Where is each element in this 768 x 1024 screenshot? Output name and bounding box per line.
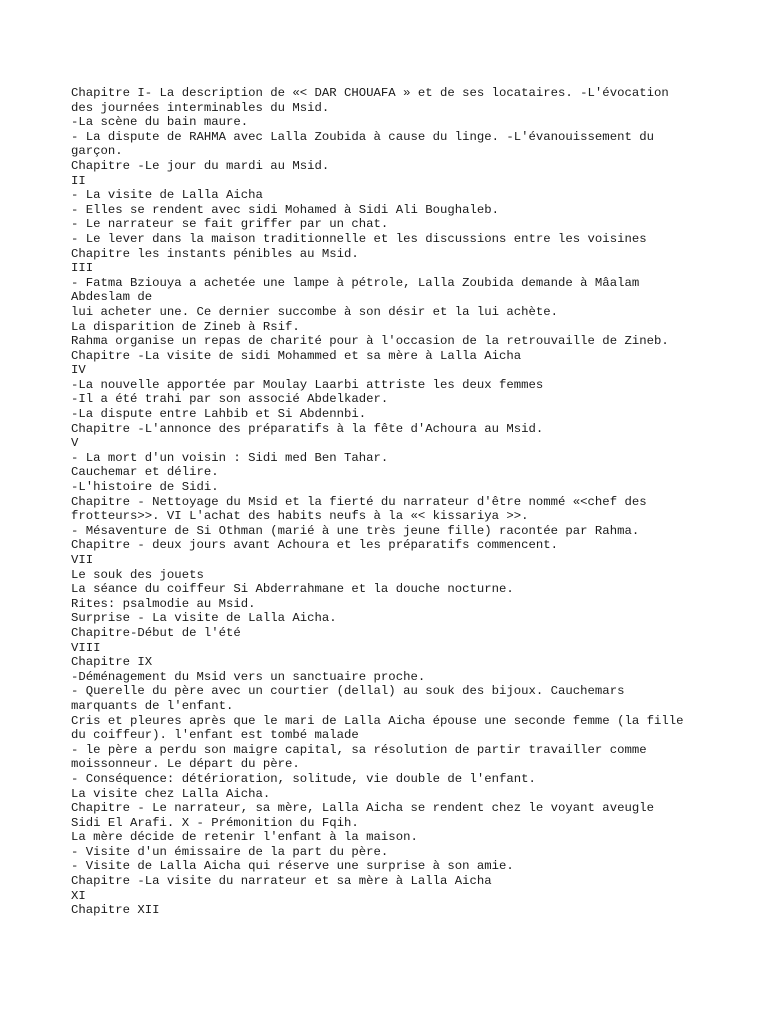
text-line: garçon. [71, 144, 123, 159]
text-line: II [71, 173, 86, 188]
text-line: Chapitre -La visite de sidi Mohammed et sa mère à Lalla Aicha [71, 348, 522, 363]
text-line: XI [71, 888, 86, 903]
text-line: lui acheter une. Ce dernier succombe à son désir et la lui achète. [71, 304, 559, 319]
text-line: Chapitre les instants pénibles au Msid. [71, 246, 359, 261]
text-line: - Elles se rendent avec sidi Mohamed à Sidi Ali Boughaleb. [71, 202, 500, 217]
text-line: La disparition de Zineb à Rsif. [71, 319, 300, 334]
text-line: Surprise - La visite de Lalla Aicha. [71, 611, 337, 626]
text-line: - le père a perdu son maigre capital, sa résolution de partir travailler comme [71, 742, 647, 757]
text-line: Chapitre - Le narrateur, sa mère, Lalla Aicha se rendent chez le voyant aveugle [71, 801, 654, 816]
text-line: frotteurs>>. VI L'achat des habits neufs à la «< kissariya >>. [71, 509, 529, 524]
text-line: - La mort d'un voisin : Sidi med Ben Tahar. [71, 450, 389, 465]
text-line: Chapitre I- La description de «< DAR CHOUAFA » et de ses locataires. -L'évocation [71, 86, 669, 100]
text-line: - Le narrateur se fait griffer par un chat. [71, 217, 389, 232]
text-line: Rahma organise un repas de charité pour à l'occasion de la retrouvaille de Zineb. [71, 334, 669, 349]
text-line: VIII [71, 640, 101, 655]
text-line: - La visite de Lalla Aicha [71, 188, 263, 203]
document-page [71, 86, 731, 918]
text-line: - Conséquence: détérioration, solitude, vie double de l'enfant. [71, 771, 536, 786]
text-line: -Déménagement du Msid vers un sanctuaire proche. [71, 669, 426, 684]
text-line: Cauchemar et délire. [71, 465, 219, 480]
text-line: du coiffeur). l'enfant est tombé malade [71, 728, 359, 743]
text-line: - Le lever dans la maison traditionnelle et les discussions entre les voisines [71, 231, 647, 246]
text-line: Chapitre - Nettoyage du Msid et la fierté du narrateur d'être nommé «<chef des [71, 494, 647, 509]
text-line: Abdeslam de [71, 290, 153, 305]
text-line: -La dispute entre Lahbib et Si Abdennbi. [71, 407, 367, 422]
text-line: VII [71, 553, 94, 567]
text-line: - Mésaventure de Si Othman (marié à une très jeune fille) racontée par Rahma. [71, 523, 640, 538]
text-line: Sidi El Arafi. X - Prémonition du Fqih. [71, 815, 359, 830]
text-line: -Il a été trahi par son associé Abdelkader. [71, 392, 389, 407]
text-line: La mère décide de retenir l'enfant à la maison. [71, 830, 418, 845]
text-line: La visite chez Lalla Aicha. [71, 786, 271, 801]
text-line: La séance du coiffeur Si Abderrahmane et la douche nocturne. [71, 582, 514, 597]
text-line: - Fatma Bziouya a achetée une lampe à pétrole, Lalla Zoubida demande à Mâalam [71, 275, 640, 290]
text-line: Rites: psalmodie au Msid. [71, 596, 256, 611]
text-line: Chapitre-Début de l'été [71, 625, 241, 640]
text-line: Chapitre - deux jours avant Achoura et les préparatifs commencent. [71, 538, 559, 553]
text-line: IV [71, 363, 86, 378]
text-line: marquants de l'enfant. [71, 698, 234, 713]
text-line: Chapitre -La visite du narrateur et sa mère à Lalla Aicha [71, 874, 492, 889]
text-line: des journées interminables du Msid. [71, 100, 330, 115]
text-line: - La dispute de RAHMA avec Lalla Zoubida à cause du linge. -L'évanouissement du [71, 129, 654, 144]
text-line: - Visite d'un émissaire de la part du père. [71, 844, 389, 859]
text-line: V [71, 436, 79, 451]
text-line: -L'histoire de Sidi. [71, 480, 219, 495]
text-line: -La scène du bain maure. [71, 115, 249, 130]
text-line: -La nouvelle apportée par Moulay Laarbi attriste les deux femmes [71, 377, 544, 392]
text-line: Cris et pleures après que le mari de Lalla Aicha épouse une seconde femme (la fille [71, 713, 684, 728]
text-line: Chapitre XII [71, 903, 160, 918]
text-line: Chapitre IX [71, 655, 153, 670]
text-line: - Visite de Lalla Aicha qui réserve une surprise à son amie. [71, 859, 514, 874]
text-line: III [71, 261, 94, 276]
text-line: moissonneur. Le départ du père. [71, 757, 300, 772]
text-line: Chapitre -L'annonce des préparatifs à la fête d'Achoura au Msid. [71, 421, 544, 436]
text-line: Le souk des jouets [71, 567, 204, 582]
text-line: Chapitre -Le jour du mardi au Msid. [71, 158, 330, 173]
text-line: - Querelle du père avec un courtier (dellal) au souk des bijoux. Cauchemars [71, 684, 625, 699]
